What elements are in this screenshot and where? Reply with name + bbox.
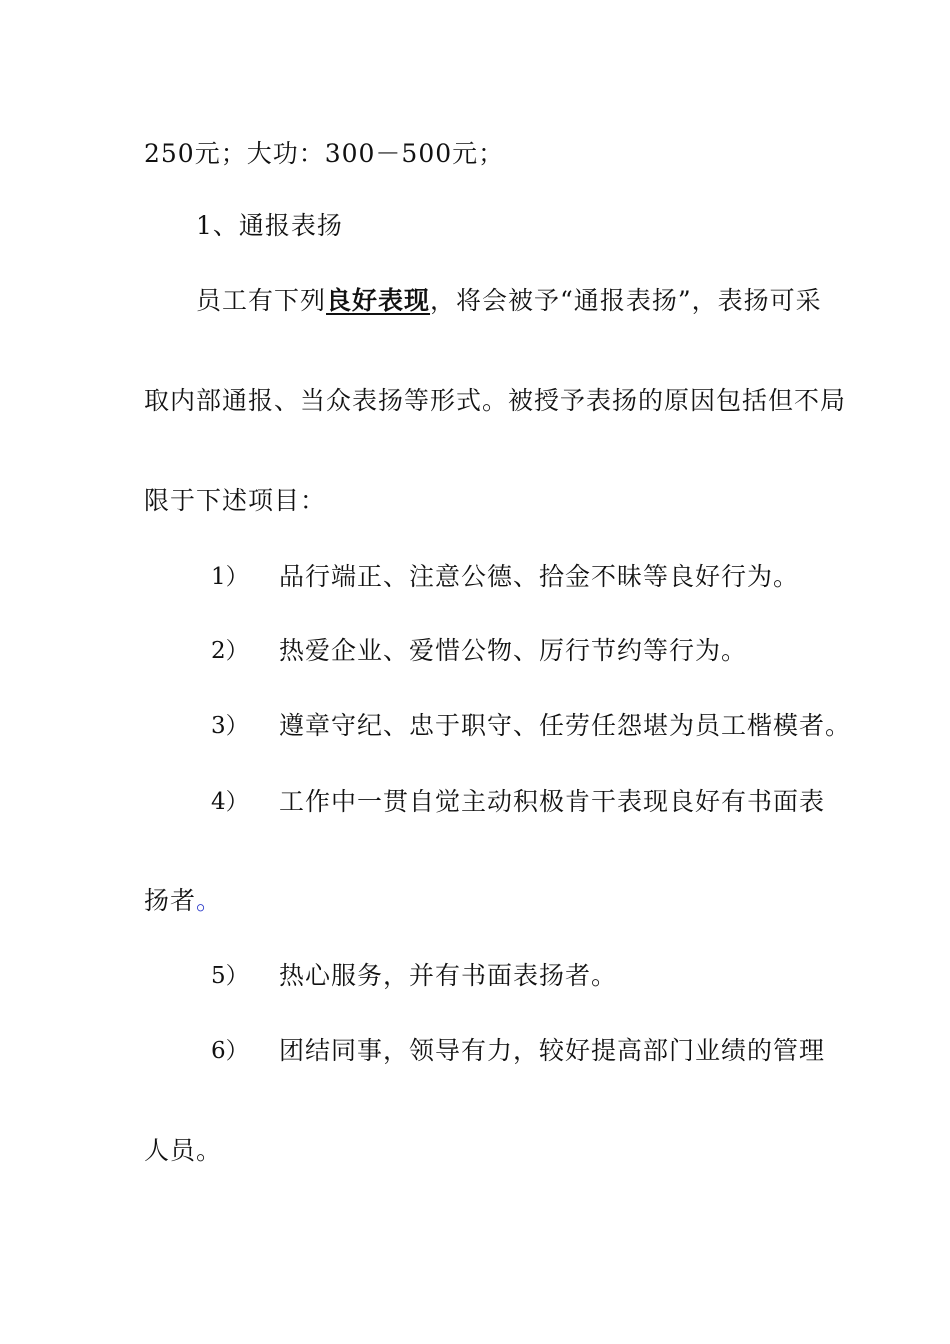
paragraph-text: 员工有下列 (196, 286, 327, 315)
emphasized-text: 良好表现 (326, 286, 431, 315)
paragraph-line-3: 限于下述项目： (144, 486, 327, 515)
item-text: 团结同事，领导有力，较好提高部门业绩的管理 (279, 1036, 826, 1065)
item-number: 2） (211, 638, 249, 664)
paragraph-line-1 (196, 285, 822, 317)
item-text: 热心服务，并有书面表扬者。 (279, 961, 618, 990)
item-text: 遵章守纪、忠于职守、任劳任怨堪为员工楷模者。 (279, 711, 852, 740)
item-text: 热爱企业、爱惜公物、厉行节约等行为。 (279, 636, 748, 665)
item-continuation-period: 。 (196, 886, 223, 915)
item-continuation-text: 扬者 (144, 886, 197, 915)
item-continuation: 人员。 (144, 1136, 223, 1165)
item-number: 5） (211, 963, 249, 989)
section-heading: 1、通报表扬 (196, 211, 343, 240)
intro-line: 250元；大功：300－500元； (144, 139, 505, 168)
item-text: 工作中一贯自觉主动积极肯干表现良好有书面表 (279, 787, 826, 816)
item-number: 4） (211, 789, 249, 815)
paragraph-line-2: 取内部通报、当众表扬等形式。被授予表扬的原因包括但不局 (144, 386, 847, 415)
item-continuation (144, 885, 222, 917)
item-number: 6） (211, 1038, 249, 1064)
paragraph-text: ，将会被予“通报表扬”，表扬可采 (430, 286, 822, 315)
item-text: 品行端正、注意公德、拾金不昧等良好行为。 (279, 562, 800, 591)
item-number: 3） (211, 713, 249, 739)
item-number: 1） (211, 564, 249, 590)
